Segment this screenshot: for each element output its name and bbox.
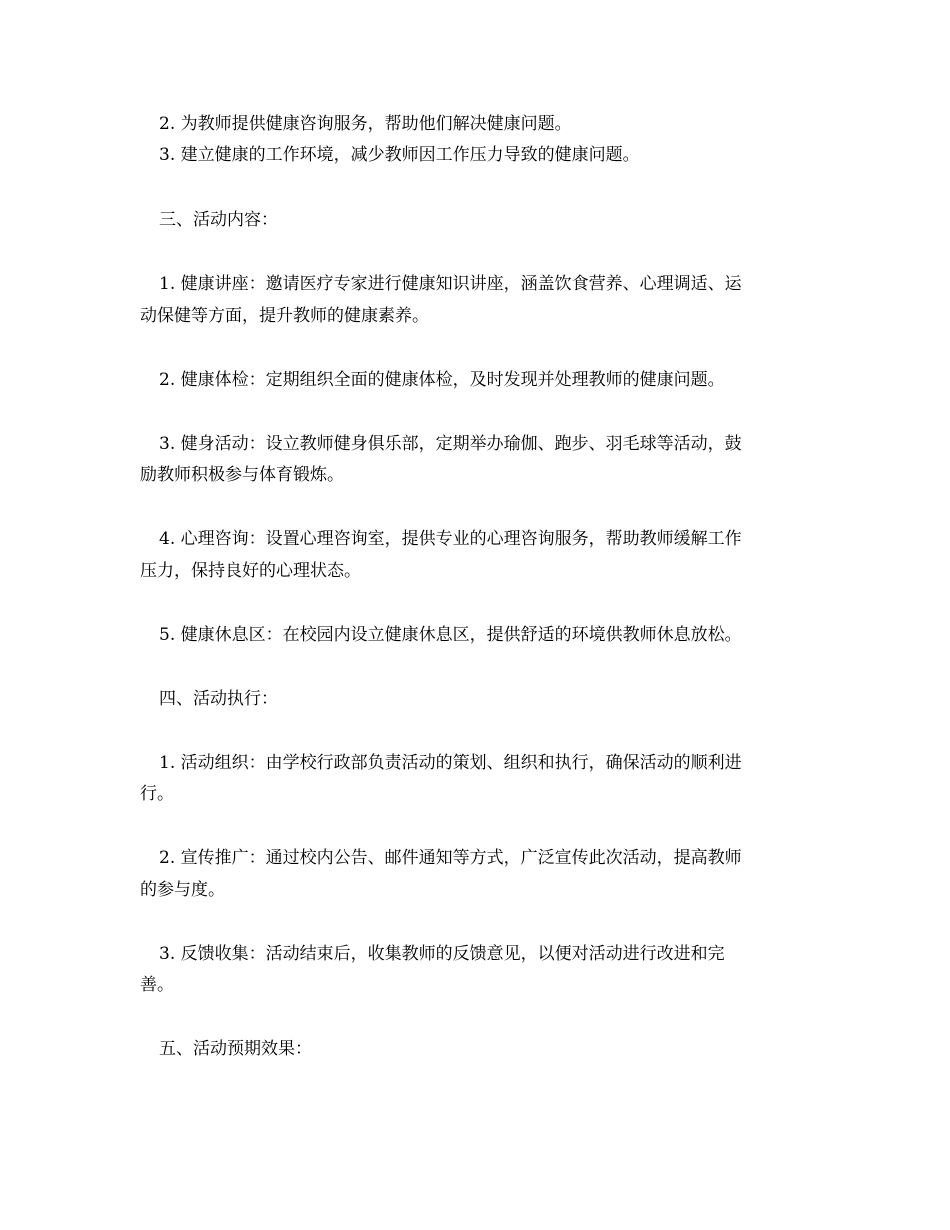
execution-item-1-line1: 1. 活动组织：由学校行政部负责活动的策划、组织和执行，确保活动的顺利进	[159, 753, 742, 773]
section-heading-content: 三、活动内容：	[159, 210, 278, 230]
goal-item-2: 2. 为教师提供健康咨询服务，帮助他们解决健康问题。	[159, 114, 572, 134]
execution-item-3-line1: 3. 反馈收集：活动结束后，收集教师的反馈意见，以便对活动进行改进和完	[159, 944, 725, 964]
content-item-5-line1: 5. 健康休息区：在校园内设立健康休息区，提供舒适的环境供教师休息放松。	[159, 625, 742, 645]
content-item-1-line2: 动保健等方面，提升教师的健康素养。	[140, 306, 429, 326]
content-item-3-line2: 励教师积极参与体育锻炼。	[140, 465, 344, 485]
execution-item-2-line1: 2. 宣传推广：通过校内公告、邮件通知等方式，广泛宣传此次活动，提高教师	[159, 848, 742, 868]
content-item-3-line1: 3. 健身活动：设立教师健身俱乐部，定期举办瑜伽、跑步、羽毛球等活动，鼓	[159, 434, 742, 454]
goal-item-3: 3. 建立健康的工作环境，减少教师因工作压力导致的健康问题。	[159, 145, 640, 165]
execution-item-1-line2: 行。	[140, 784, 174, 804]
section-heading-execution: 四、活动执行：	[159, 689, 278, 709]
content-item-4-line2: 压力，保持良好的心理状态。	[140, 561, 361, 581]
execution-item-2-line2: 的参与度。	[140, 880, 225, 900]
content-item-4-line1: 4. 心理咨询：设置心理咨询室，提供专业的心理咨询服务，帮助教师缓解工作	[159, 529, 742, 549]
content-item-1-line1: 1. 健康讲座：邀请医疗专家进行健康知识讲座，涵盖饮食营养、心理调适、运	[159, 274, 742, 294]
content-item-2-line1: 2. 健康体检：定期组织全面的健康体检，及时发现并处理教师的健康问题。	[159, 370, 725, 390]
section-heading-expected-effects: 五、活动预期效果：	[159, 1039, 312, 1059]
execution-item-3-line2: 善。	[140, 975, 174, 995]
